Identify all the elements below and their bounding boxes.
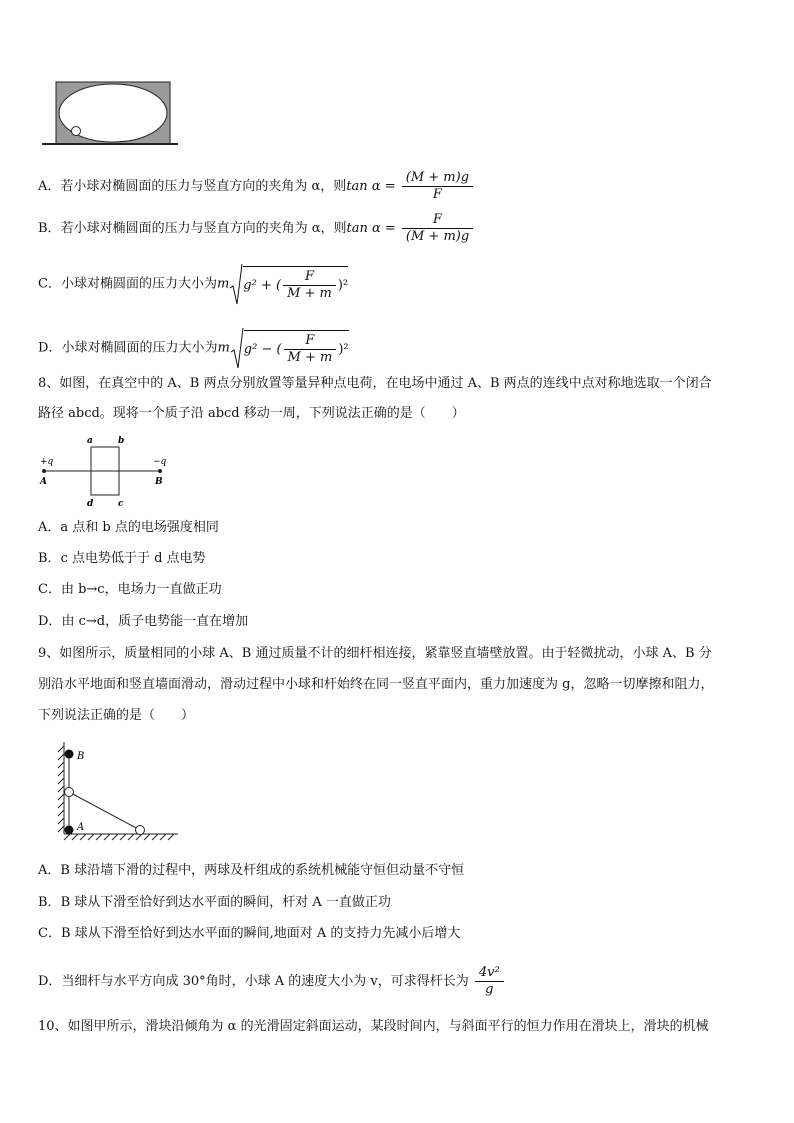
fraction: $\frac{F}{M + m}$ [284,333,337,366]
q7-option-a: A．若小球对椭圆面的压力与竖直方向的夹角为 α，则tan α = $\frac{(M + m)g}{F}$ [38,170,475,203]
point-a-label: A [40,477,47,487]
fraction: $\frac{(M + m)g}{F}$ [402,170,473,203]
ball-a-label: A [77,822,85,833]
q8-option-b: B．c 点电势低于于 d 点电势 [38,551,206,566]
corner-b-label: b [118,436,125,446]
fraction: $\frac{F}{(M + m)g}$ [402,212,473,245]
q9-option-c: C．B 球从下滑至恰好到达水平面的瞬间,地面对 A 的支持力先减小后增大 [38,926,461,941]
charges-path-figure [36,434,176,510]
corner-c-label: c [118,499,124,509]
q9-option-d: D．当细杆与水平方向成 30°角时，小球 A 的速度大小为 v，可求得杆长为 $\frac{\text{4v²}}{g}$ [38,965,506,998]
rod-wall-figure [52,738,182,842]
point-b-label: B [155,477,163,487]
q10-stem-line1: 10、如图甲所示，滑块沿倾角为 α 的光滑固定斜面运动，某段时间内，与斜面平行的恒力作用在滑块上，滑块的机械 [38,1019,709,1034]
plus-q-label: +q [40,457,54,467]
q9-stem-line2: 别沿水平地面和竖直墙面滑动，滑动过程中小球和杆始终在同一竖直平面内，重力加速度为 g，忽略一切摩擦和阻力， [38,677,714,692]
q9-stem-line1: 9、如图所示，质量相同的小球 A、B 通过质量不计的细杆相连接，紧靠竖直墙壁放置。由于轻微扰动，小球 A、B 分 [38,646,712,661]
q8-option-c: C．由 b→c，电场力一直做正功 [38,582,222,597]
q9-option-a: A．B 球沿墙下滑的过程中，两球及杆组成的系统机械能守恒但动量不守恒 [38,863,465,878]
q9-option-b: B．B 球从下滑至恰好到达水平面的瞬间，杆对 A 一直做正功 [38,895,391,910]
fraction: $\frac{F}{M + m}$ [283,269,336,302]
corner-d-label: d [87,499,94,509]
minus-q-label: −q [153,457,167,467]
ball-b-label: B [77,751,85,762]
sqrt-sign-icon [229,262,243,306]
q8-option-d: D．由 c→d，质子电势能一直在增加 [38,614,249,629]
q8-option-a: A．a 点和 b 点的电场强度相同 [38,520,219,535]
q7-option-b: B．若小球对椭圆面的压力与竖直方向的夹角为 α，则tan α = $\frac{F}{(M + m)g}$ [38,212,475,245]
q7-option-c: C．小球对椭圆面的压力大小为m g² + ( $\frac{F}{M + m}$ )² [38,262,348,306]
sqrt-sign-icon [230,326,244,370]
ellipse-container-figure [40,78,180,148]
corner-a-label: a [87,436,93,446]
q7-option-d: D．小球对椭圆面的压力大小为m g² − ( $\frac{F}{M + m}$ )² [38,326,349,370]
q8-stem-line2: 路径 abcd。现将一个质子沿 abcd 移动一周，下列说法正确的是（ ） [38,406,465,421]
q9-stem-line3: 下列说法正确的是（ ） [38,708,195,723]
fraction: $\frac{\text{4v²}}{g}$ [475,965,504,998]
q8-stem-line1: 8、如图，在真空中的 A、B 两点分别放置等量异种点电荷，在电场中通过 A、B 两点的连线中点对称地选取一个闭合 [38,376,712,391]
